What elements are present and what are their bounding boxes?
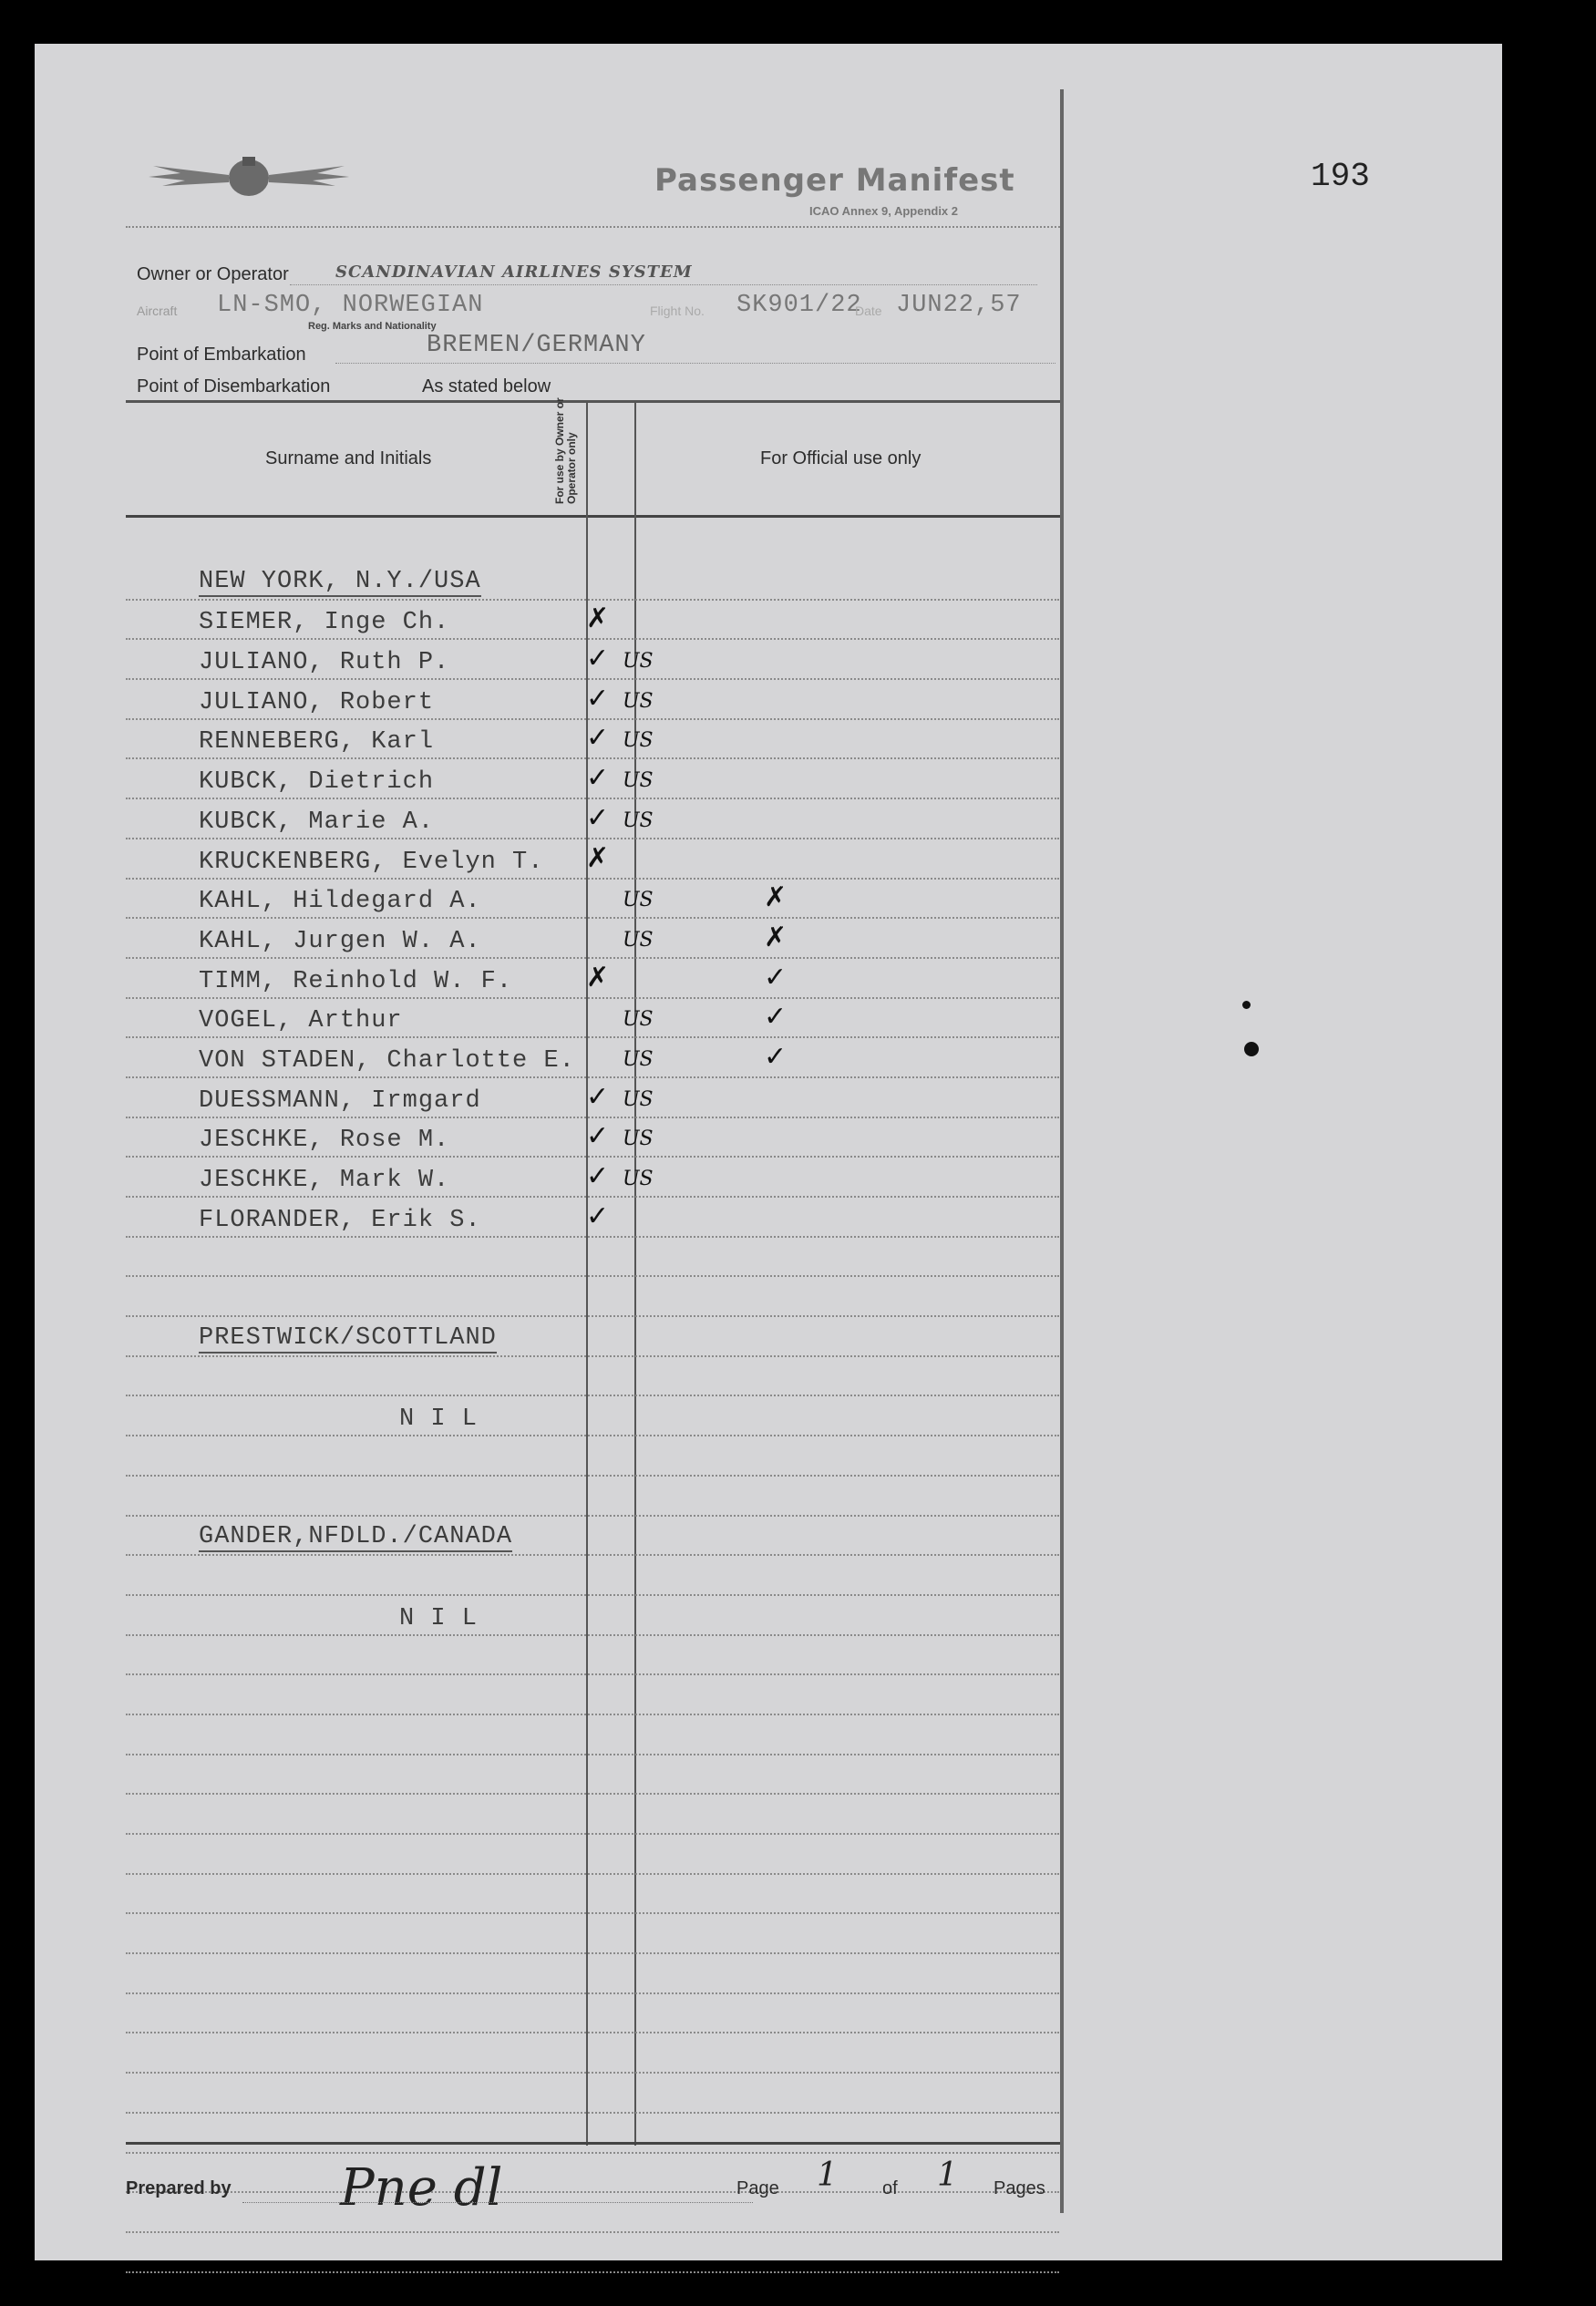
table-row: [126, 1596, 1059, 1636]
operator-check-mark: ✓: [586, 722, 610, 755]
embarkation-underline: [335, 363, 1055, 364]
destination-heading: NEW YORK, N.Y./USA: [199, 567, 481, 595]
page-value: 1: [817, 2157, 838, 2194]
flight-label: Flight No.: [650, 304, 705, 318]
passenger-name: KAHL, Hildegard A.: [199, 888, 481, 916]
passenger-name: KRUCKENBERG, Evelyn T.: [199, 848, 544, 876]
date-value: JUN22,57: [896, 292, 1022, 319]
operator-code: US: [623, 729, 654, 753]
aircraft-label: Aircraft: [137, 304, 178, 318]
table-row: [126, 759, 1059, 799]
operator-code: US: [623, 1127, 654, 1151]
passenger-name: DUESSMANN, Irmgard: [199, 1086, 481, 1115]
flight-value: SK901/22: [736, 292, 862, 319]
table-row: [126, 640, 1059, 680]
preparer-signature: Pne dl: [340, 2158, 503, 2218]
operator-check-mark: ✓: [586, 682, 610, 715]
prepared-by-underline: [242, 2202, 753, 2203]
operator-check-mark: ✓: [586, 762, 610, 795]
table-row: [126, 1118, 1059, 1158]
passenger-name: JESCHKE, Rose M.: [199, 1127, 450, 1155]
table-row: [126, 1636, 1059, 1676]
official-mark: ✗: [764, 921, 788, 953]
table-row: [126, 1755, 1059, 1796]
operator-code: US: [623, 1008, 654, 1032]
table-row: [126, 1198, 1059, 1238]
col-header-official: For Official use only: [760, 448, 922, 468]
passenger-name: VOGEL, Arthur: [199, 1007, 403, 1035]
prepared-by-label: Prepared by: [126, 2178, 232, 2198]
operator-check-mark: ✗: [586, 961, 610, 993]
operator-code: US: [623, 1047, 654, 1071]
table-top-border: [126, 400, 1060, 403]
table-row: [126, 1556, 1059, 1596]
passenger-name: KAHL, Jurgen W. A.: [199, 927, 481, 955]
operator-code: US: [623, 808, 654, 832]
operator-check-mark: ✓: [586, 801, 610, 834]
section-heading-row: [126, 1317, 1059, 1357]
table-row: [126, 1675, 1059, 1715]
form-subtitle: ICAO Annex 9, Appendix 2: [809, 204, 959, 218]
airline-wings-logo: [144, 146, 354, 210]
operator-code: US: [623, 889, 654, 912]
of-label: of: [882, 2178, 898, 2198]
disembarkation-value: As stated below: [422, 376, 551, 396]
table-row: [126, 680, 1059, 720]
table-row: [126, 2233, 1059, 2273]
official-mark: ✗: [764, 881, 788, 914]
table-row: [126, 720, 1059, 760]
table-row: [126, 2114, 1059, 2154]
table-row: [126, 1238, 1059, 1278]
passenger-name: VON STADEN, Charlotte E.: [199, 1046, 575, 1075]
table-row: [126, 839, 1059, 880]
passenger-name: FLORANDER, Erik S.: [199, 1206, 481, 1234]
table-row: [126, 1078, 1059, 1118]
pages-label: Pages: [994, 2178, 1045, 2198]
nil-entry: N I L: [399, 1604, 479, 1632]
table-row: [126, 799, 1059, 839]
section-heading-row: [126, 1517, 1059, 1557]
table-row: [126, 2033, 1059, 2074]
table-row: [126, 919, 1059, 959]
destination-heading: GANDER,NFDLD./CANADA: [199, 1523, 513, 1551]
official-mark: ✓: [764, 961, 788, 993]
operator-code: US: [623, 1087, 654, 1111]
table-row: [126, 880, 1059, 920]
owner-underline: [290, 284, 1037, 285]
page-label: Page: [736, 2178, 779, 2198]
nil-entry: N I L: [399, 1405, 479, 1434]
passenger-name: JESCHKE, Mark W.: [199, 1167, 450, 1194]
table-row: [126, 1835, 1059, 1875]
operator-check-mark: ✗: [586, 841, 610, 874]
table-row: [126, 2154, 1059, 2194]
table-row: [126, 2074, 1059, 2114]
passenger-name: SIEMER, Inge Ch.: [199, 609, 450, 637]
page-number-stamp: 193: [1311, 158, 1370, 195]
table-row: [126, 1158, 1059, 1198]
manifest-page: [35, 44, 1502, 2260]
owner-value: SCANDINAVIAN AIRLINES SYSTEM: [335, 263, 693, 282]
table-row: [126, 1436, 1059, 1477]
header-divider: [126, 226, 1060, 228]
table-row: [126, 959, 1059, 999]
official-mark: ✓: [764, 1040, 788, 1073]
table-row: [126, 2193, 1059, 2233]
operator-check-mark: ✓: [586, 1160, 610, 1192]
table-row: [126, 601, 1059, 641]
table-row: [126, 1038, 1059, 1078]
passenger-name: RENNEBERG, Karl: [199, 728, 435, 757]
operator-code: US: [623, 650, 654, 674]
col-header-name: Surname and Initials: [265, 448, 432, 468]
passenger-name: TIMM, Reinhold W. F.: [199, 967, 513, 995]
operator-code: US: [623, 689, 654, 713]
table-row: [126, 1715, 1059, 1755]
aircraft-value: LN-SMO, NORWEGIAN: [217, 292, 484, 319]
date-label: Date: [855, 304, 882, 318]
of-value: 1: [937, 2157, 958, 2194]
ink-speck: [1242, 1001, 1251, 1009]
table-row: [126, 999, 1059, 1039]
operator-check-mark: ✗: [586, 602, 610, 635]
passenger-name: KUBCK, Dietrich: [199, 768, 435, 797]
operator-code: US: [623, 928, 654, 952]
col-header-owner-use: For use by Owner or Operator only: [553, 397, 578, 504]
official-mark: ✓: [764, 1001, 788, 1034]
reg-marks-label: Reg. Marks and Nationality: [308, 321, 437, 332]
operator-check-mark: ✓: [586, 1199, 610, 1232]
form-right-border: [1060, 89, 1064, 2213]
disembarkation-label: Point of Disembarkation: [137, 376, 331, 396]
table-row: [126, 1277, 1059, 1317]
table-bottom-border: [126, 2142, 1060, 2145]
operator-check-mark: ✓: [586, 643, 610, 675]
ink-blot: [1244, 1042, 1259, 1056]
table-row: [126, 1795, 1059, 1835]
operator-check-mark: ✓: [586, 1080, 610, 1113]
operator-code: US: [623, 1168, 654, 1190]
embarkation-value: BREMEN/GERMANY: [427, 332, 646, 359]
table-row: [126, 1477, 1059, 1517]
operator-code: US: [623, 769, 654, 793]
passenger-name: JULIANO, Ruth P.: [199, 649, 450, 677]
table-row: [126, 1875, 1059, 1915]
table-row: [126, 1994, 1059, 2034]
passenger-name: JULIANO, Robert: [199, 688, 435, 716]
form-title: Passenger Manifest: [654, 162, 1015, 199]
destination-heading: PRESTWICK/SCOTTLAND: [199, 1323, 497, 1352]
table-row: [126, 1396, 1059, 1436]
header-bottom-border: [126, 515, 1060, 518]
passenger-name: KUBCK, Marie A.: [199, 808, 435, 836]
table-row: [126, 1914, 1059, 1954]
operator-check-mark: ✓: [586, 1120, 610, 1153]
table-row: [126, 1357, 1059, 1397]
section-heading-row: [126, 561, 1059, 601]
table-row: [126, 1954, 1059, 1994]
embarkation-label: Point of Embarkation: [137, 345, 306, 365]
passenger-table: [126, 561, 1059, 2273]
owner-label: Owner or Operator: [137, 264, 289, 284]
